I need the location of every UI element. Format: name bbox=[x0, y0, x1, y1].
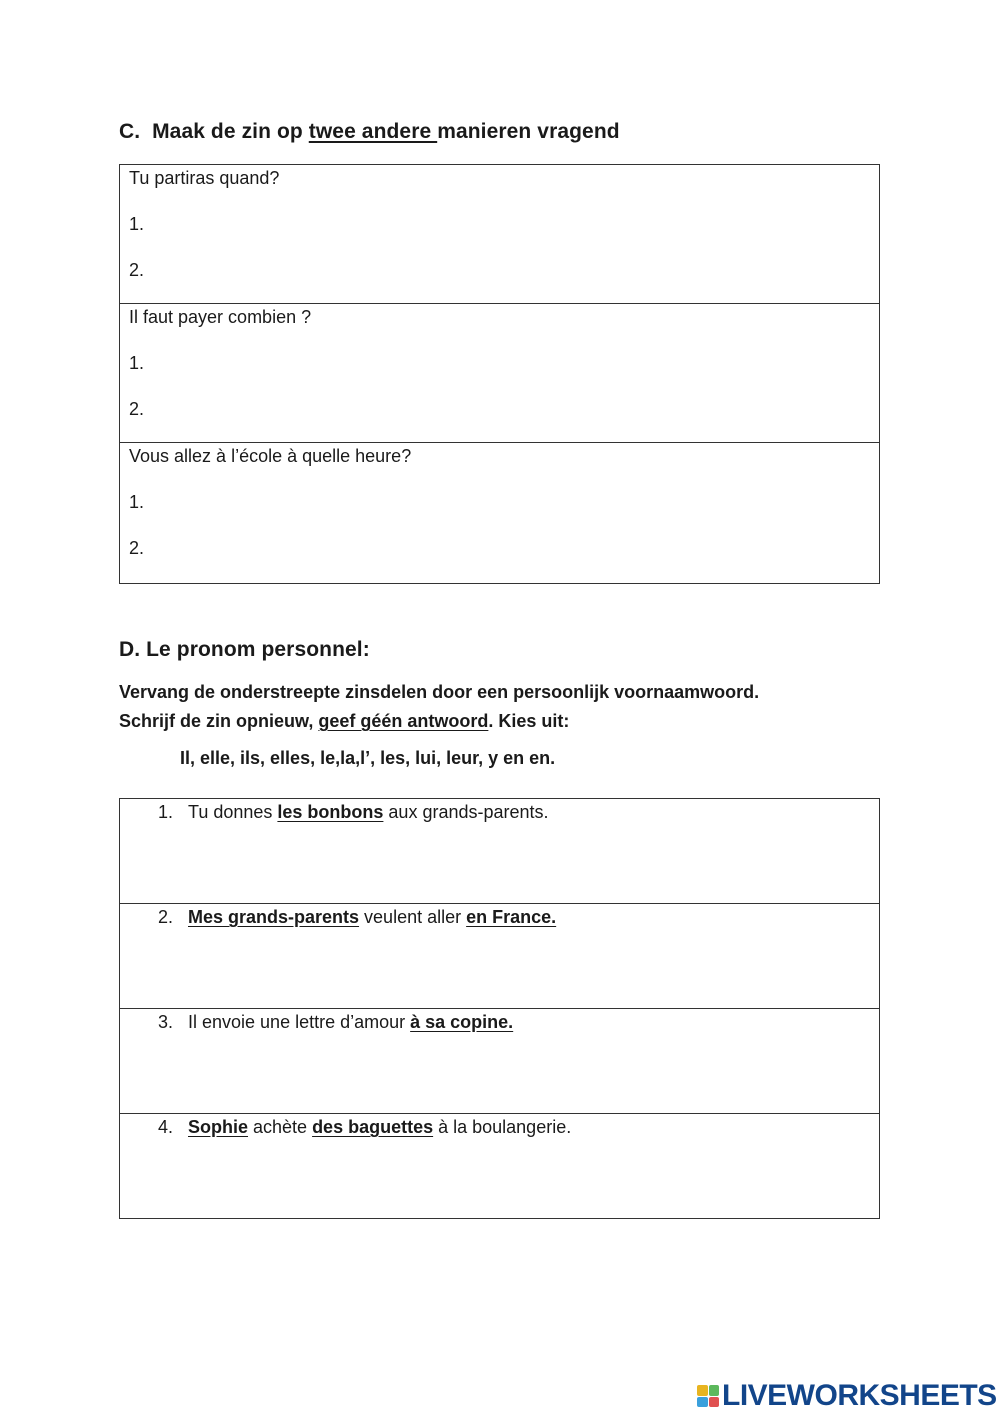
instruction-line-2-prefix: Schrijf de zin opnieuw, bbox=[119, 711, 319, 731]
item-number: 3. bbox=[158, 1012, 174, 1032]
item-number: 4. bbox=[158, 1117, 174, 1137]
text-part: Tu donnes bbox=[188, 802, 278, 822]
answer-line-2: 2. bbox=[129, 260, 145, 280]
logo-square-tl bbox=[697, 1385, 708, 1396]
section-c-heading-prefix: C. Maak de zin op bbox=[119, 120, 309, 143]
underlined-part: en France. bbox=[466, 907, 557, 927]
item-number: 2. bbox=[158, 907, 174, 927]
sentence-row bbox=[158, 1012, 879, 1033]
sentence-text bbox=[188, 907, 556, 928]
logo-square-tr bbox=[709, 1385, 720, 1396]
question-cell[interactable] bbox=[120, 165, 879, 304]
text-part: Il envoie une lettre d’amour bbox=[188, 1012, 411, 1032]
question-prompt: Il faut payer combien ? bbox=[129, 307, 312, 327]
underlined-part: des baguettes bbox=[312, 1117, 434, 1137]
logo-square-bl bbox=[697, 1397, 708, 1408]
instruction-line-2 bbox=[119, 707, 759, 736]
underlined-part: Mes grands-parents bbox=[188, 907, 360, 927]
section-d-table bbox=[119, 798, 880, 1219]
section-c-heading bbox=[119, 120, 620, 144]
logo-square-br bbox=[709, 1397, 720, 1408]
question-prompt: Tu partiras quand? bbox=[129, 168, 280, 188]
underlined-part: Sophie bbox=[188, 1117, 249, 1137]
answer-line-2: 2. bbox=[129, 399, 145, 419]
underlined-part: à sa copine. bbox=[410, 1012, 514, 1032]
text-part: aux grands-parents. bbox=[383, 802, 549, 822]
question-cell[interactable] bbox=[120, 304, 879, 443]
answer-line-2: 2. bbox=[129, 538, 145, 558]
sentence-row bbox=[158, 1117, 879, 1138]
question-prompt: Vous allez à l’école à quelle heure? bbox=[129, 446, 412, 466]
sentence-cell[interactable] bbox=[120, 1009, 879, 1114]
section-d-heading: D. Le pronom personnel: bbox=[119, 638, 370, 661]
question-cell[interactable] bbox=[120, 443, 879, 582]
text-part: à la boulangerie. bbox=[433, 1117, 572, 1137]
section-c-heading-suffix: manieren vragend bbox=[437, 120, 620, 143]
instruction-line-2-underlined: geef géén antwoord bbox=[318, 711, 489, 731]
sentence-cell[interactable] bbox=[120, 799, 879, 904]
text-part: veulent aller bbox=[359, 907, 467, 927]
answer-line-1: 1. bbox=[129, 214, 145, 234]
sentence-cell[interactable] bbox=[120, 1114, 879, 1219]
liveworksheets-logo-icon bbox=[697, 1385, 719, 1407]
sentence-row bbox=[158, 802, 879, 823]
logo-text: LIVEWORKSHEETS bbox=[722, 1379, 997, 1412]
sentence-text bbox=[188, 1012, 513, 1033]
sentence-row bbox=[158, 907, 879, 928]
sentence-cell[interactable] bbox=[120, 904, 879, 1009]
liveworksheets-logo[interactable] bbox=[697, 1379, 997, 1413]
item-number: 1. bbox=[158, 802, 174, 822]
section-c-table bbox=[119, 164, 880, 584]
section-d-instructions bbox=[119, 678, 759, 736]
section-c-heading-underlined: twee andere bbox=[308, 120, 438, 143]
underlined-part: les bonbons bbox=[277, 802, 384, 822]
answer-line-1: 1. bbox=[129, 492, 145, 512]
sentence-text bbox=[188, 802, 549, 823]
instruction-line-2-suffix: . Kies uit: bbox=[488, 711, 570, 731]
sentence-text bbox=[188, 1117, 571, 1138]
pronoun-choices: Il, elle, ils, elles, le,la,l’, les, lui, leur, y en en. bbox=[180, 748, 556, 768]
answer-line-1: 1. bbox=[129, 353, 145, 373]
text-part: achète bbox=[248, 1117, 313, 1137]
instruction-line-1: Vervang de onderstreepte zinsdelen door een persoonlijk voornaamwoord. bbox=[119, 682, 760, 702]
